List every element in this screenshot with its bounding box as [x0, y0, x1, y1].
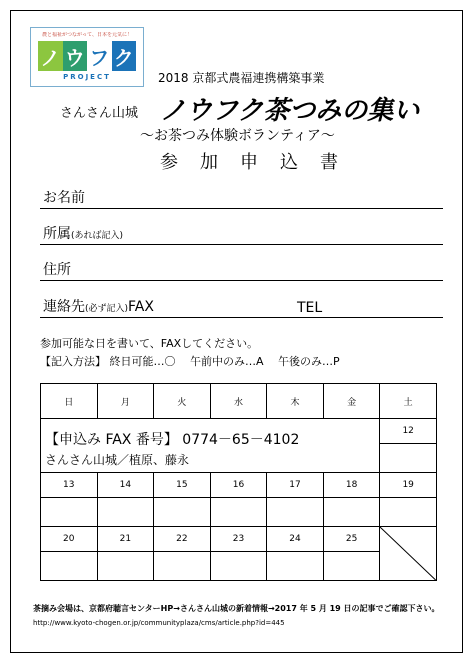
weekday-header: 土: [380, 384, 437, 419]
calendar-entry-row: [41, 552, 437, 581]
day-number: 20: [41, 527, 98, 552]
day-entry-cell[interactable]: [380, 444, 437, 473]
logo-char: ウ: [63, 41, 88, 71]
weekday-header: 木: [267, 384, 324, 419]
day-entry-cell[interactable]: [267, 498, 324, 527]
contact-field[interactable]: [40, 297, 443, 318]
weekday-header: 日: [41, 384, 98, 419]
day-entry-cell[interactable]: [41, 498, 98, 527]
fax-number: 【申込み FAX 番号】 0774－65－4102: [45, 432, 300, 448]
affiliation-note: (あれば記入): [71, 231, 124, 241]
day-number: 21: [97, 527, 154, 552]
weekday-header: 水: [210, 384, 267, 419]
day-number: 16: [210, 473, 267, 498]
day-entry-cell[interactable]: [210, 552, 267, 581]
contact-label: [43, 296, 154, 316]
instruction-line-1: 参加可能な日を書いて、FAXしてください。: [40, 337, 259, 350]
weekday-header: 火: [154, 384, 211, 419]
event-subtitle: ～お茶つみ体験ボランティア～: [140, 128, 335, 144]
day-number: 24: [267, 527, 324, 552]
year-program-line: 2018 京都式農福連携構築事業: [158, 71, 325, 85]
venue-note: 茶摘み会場は、京都府聴言センターHP→さんさん山城の新着情報→2017 年 5 月 19 日の記事でご確認下さい。: [33, 604, 440, 613]
logo-wordmark: [38, 41, 136, 71]
day-number: 14: [97, 473, 154, 498]
diagonal-strike: [380, 527, 436, 580]
calendar-week-row: [41, 473, 437, 498]
tel-label: TEL: [297, 300, 323, 316]
day-entry-cell[interactable]: [323, 552, 380, 581]
day-entry-cell[interactable]: [154, 498, 211, 527]
weekday-header-row: [41, 384, 437, 419]
availability-calendar: [40, 383, 437, 581]
unavailable-day-cell: [380, 527, 437, 581]
day-entry-cell[interactable]: [41, 552, 98, 581]
day-entry-cell[interactable]: [380, 498, 437, 527]
calendar-week-row: [41, 527, 437, 552]
instruction-line-2: 【記入方法】 終日可能…〇 午前中のみ…A 午後のみ…P: [40, 355, 340, 368]
address-field[interactable]: [40, 260, 443, 281]
logo-char: ク: [112, 41, 137, 71]
fax-contact: さんさん山城／植原、藤永: [45, 453, 190, 467]
fax-label: FAX: [128, 299, 154, 315]
address-label: 住所: [43, 262, 71, 278]
affiliation-label: [43, 223, 123, 243]
affiliation-field[interactable]: [40, 224, 443, 245]
day-number: 15: [154, 473, 211, 498]
day-number: 22: [154, 527, 211, 552]
day-number: 23: [210, 527, 267, 552]
name-label: お名前: [43, 190, 85, 206]
day-number: 13: [41, 473, 98, 498]
logo-tagline: 農と福祉がつながって、日本を元気に！: [42, 32, 132, 38]
calendar-entry-row: [41, 498, 437, 527]
day-entry-cell[interactable]: [97, 498, 154, 527]
organizer-name: さんさん山城: [60, 106, 139, 121]
weekday-header: 金: [323, 384, 380, 419]
name-field[interactable]: [40, 188, 443, 209]
affiliation-label-text: 所属: [43, 226, 71, 242]
event-title: ノウフク茶つみの集い: [160, 96, 420, 126]
day-entry-cell[interactable]: [210, 498, 267, 527]
logo-char: フ: [87, 41, 112, 71]
logo-char: ノ: [38, 41, 63, 71]
weekday-header: 月: [97, 384, 154, 419]
form-title: 参加申込書: [160, 152, 360, 173]
day-entry-cell[interactable]: [97, 552, 154, 581]
venue-url[interactable]: http://www.kyoto-chogen.or.jp/communityplaza/cms/article.php?id=445: [33, 619, 285, 627]
fax-info-cell: [41, 419, 380, 473]
noufuku-project-logo: [30, 27, 144, 87]
calendar-week-row: [41, 419, 437, 444]
contact-note: (必ず記入): [85, 304, 129, 314]
day-number: 25: [323, 527, 380, 552]
day-entry-cell[interactable]: [267, 552, 324, 581]
day-number: 17: [267, 473, 324, 498]
day-entry-cell[interactable]: [323, 498, 380, 527]
day-entry-cell[interactable]: [154, 552, 211, 581]
day-number: 19: [380, 473, 437, 498]
day-number: 12: [380, 419, 437, 444]
day-number: 18: [323, 473, 380, 498]
contact-label-text: 連絡先: [43, 299, 85, 315]
logo-project-label: PROJECT: [63, 73, 111, 81]
